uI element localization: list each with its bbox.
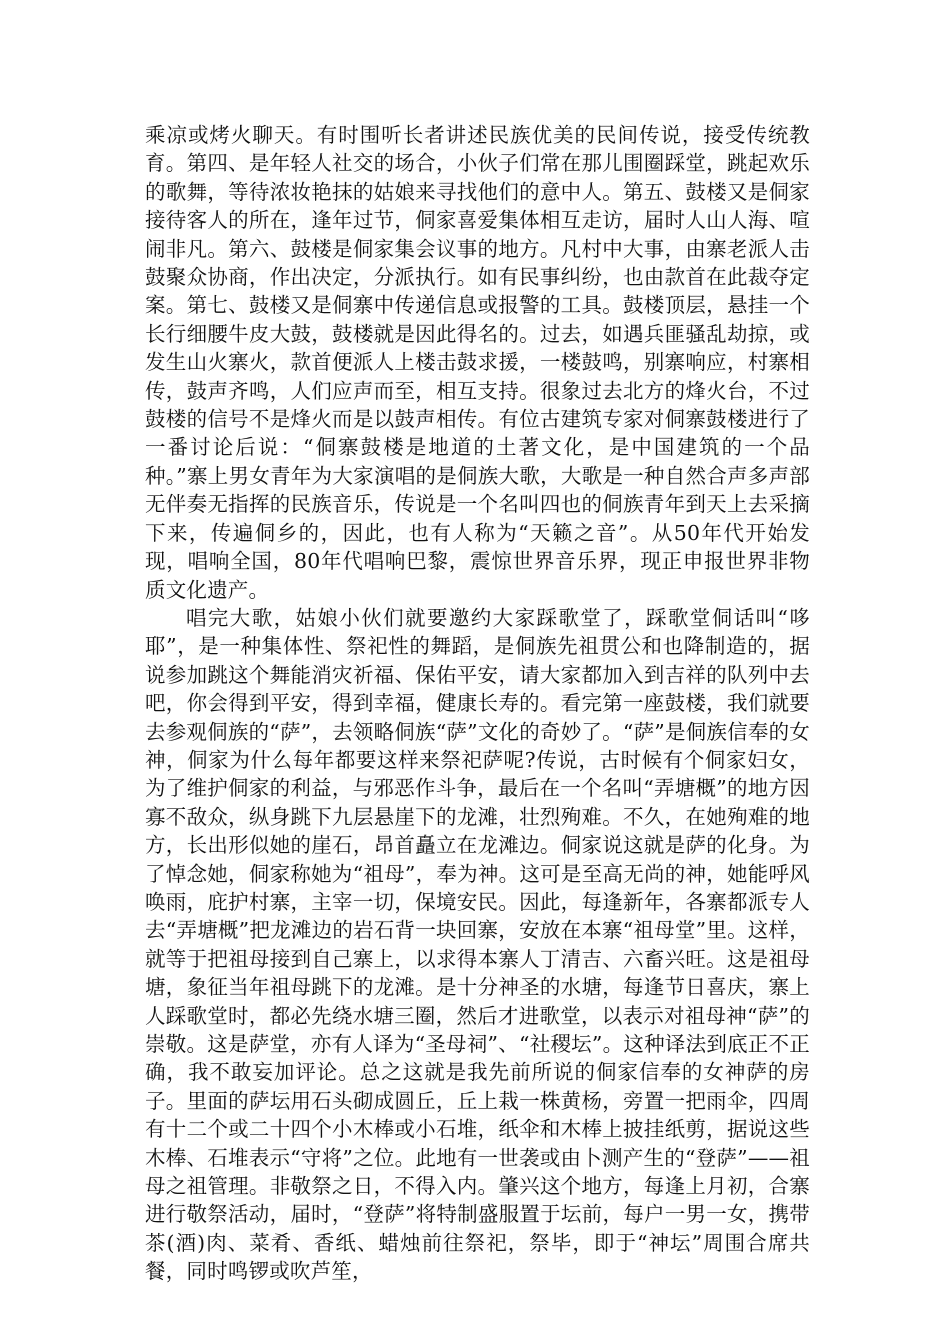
paragraph-second: 唱完大歌，姑娘小伙们就要邀约大家踩歌堂了，踩歌堂侗话叫“哆耶”，是一种集体性、祭祀性的舞蹈，是侗族先祖贯公和也降制造的，据说参加跳这个舞能消灾祈福、保佑平安，请大家都加入到吉祥的队列中去吧，你会得到平安，得到幸福，健康长寿的。看完第一座鼓楼，我们就要去参观侗族的“萨”，去领略侗族“萨”文化的奇妙了。“萨”是侗族信奉的女神，侗家为什么每年都要这样来祭祀萨呢?传说，古时候有个侗家妇女，为了维护侗家的利益，与邪恶作斗争，最后在一个名叫“弄塘概”的地方因寡不敌众，纵身跳下九层悬崖下的龙滩，壮烈殉难。不久，在她殉难的地方，长出形似她的崖石，昂首矗立在龙滩边。侗家说这就是萨的化身。为了悼念她，侗家称她为“祖母”，奉为神。这可是至高无尚的神，她能呼风唤雨，庇护村寨，主宰一切，保境安民。因此，每逢新年，各寨都派专人去“弄塘概”把龙滩边的岩石背一块回寨，安放在本寨“祖母堂”里。这样，就等于把祖母接到自己寨上，以求得本寨人丁清吉、六畜兴旺。这是祖母塘，象征当年祖母跳下的龙滩。是十分神圣的水塘，每逢节日喜庆，寨上人踩歌堂时，都必先绕水塘三圈，然后才进歌堂，以表示对祖母神“萨”的崇敬。这是萨堂，亦有人译为“圣母祠”、“社稷坛”。这种译法到底正不正确，我不敢妄加评论。总之这就是我先前所说的侗家信奉的女神萨的房子。里面的萨坛用石头砌成圆丘，丘上栽一株黄杨，旁置一把雨伞，四周有十二个或二十四个小木棒或小石堆，纸伞和木棒上披挂纸剪，据说这些木棒、石堆表示“守将”之位。此地有一世袭或由卜测产生的“登萨”——祖母之祖管理。非敬祭之日，不得入内。肇兴这个地方，每逢上月初，合寨进行敬祭活动，届时，“登萨”将特制盛服置于坛前，每户一男一女，携带茶(酒)肉、菜肴、香纸、蜡烛前往祭祀，祭毕，即于“神坛”周围合席共餐，同时鸣锣或吹芦笙， [145, 605, 810, 1284]
body-text [145, 121, 810, 1286]
paragraph-continued: 乘凉或烤火聊天。有时围听长者讲述民族优美的民间传说，接受传统教育。第四、是年轻人社交的场合，小伙子们常在那儿围圈踩堂，跳起欢乐的歌舞，等待浓妆艳抹的姑娘来寻找他们的意中人。第五、鼓楼又是侗家接待客人的所在，逢年过节，侗家喜爱集体相互走访，届时人山人海、喧闹非凡。第六、鼓楼是侗家集会议事的地方。凡村中大事，由寨老派人击鼓聚众协商，作出决定，分派执行。如有民事纠纷，也由款首在此裁夺定案。第七、鼓楼又是侗寨中传递信息或报警的工具。鼓楼顶层，悬挂一个长行细腰牛皮大鼓，鼓楼就是因此得名的。过去，如遇兵匪骚乱劫掠，或发生山火寨火，款首便派人上楼击鼓求援，一楼鼓鸣，别寨响应，村寨相传，鼓声齐鸣，人们应声而至，相互支持。很象过去北方的烽火台，不过鼓楼的信号不是烽火而是以鼓声相传。有位古建筑专家对侗寨鼓楼进行了一番讨论后说：“侗寨鼓楼是地道的土著文化，是中国建筑的一个品种。”寨上男女青年为大家演唱的是侗族大歌，大歌是一种自然合声多声部无伴奏无指挥的民族音乐，传说是一个名叫四也的侗族青年到天上去采摘下来，传遍侗乡的，因此，也有人称为“天籁之音”。从50年代开始发现，唱响全国，80年代唱响巴黎，震惊世界音乐界，现正申报世界非物质文化遗产。 [145, 123, 810, 602]
